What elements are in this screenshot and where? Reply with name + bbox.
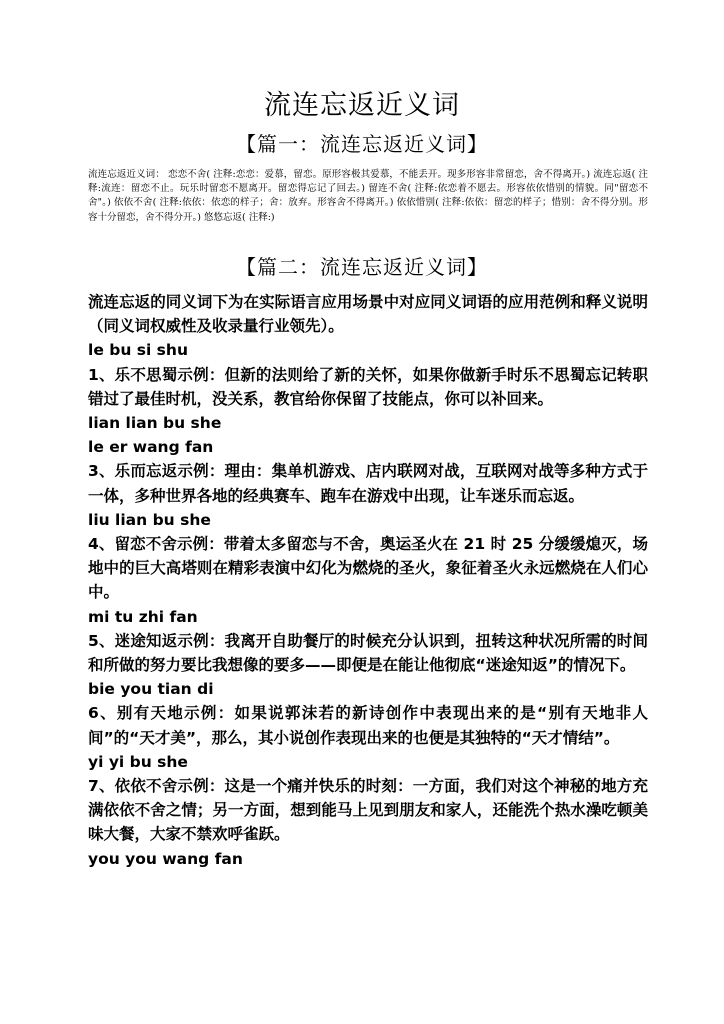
synonym-example: 6、别有天地示例：如果说郭沫若的新诗创作中表现出来的是“别有天地非人间”的“天才美”，那么，其小说创作表现出来的也便是其独特的“天才情结”。 (88, 704, 648, 747)
synonym-example: 1、乐不思蜀示例：但新的法则给了新的关怀，如果你做新手时乐不思蜀忘记转职错过了最佳时机，没关系，教官给你保留了技能点，你可以补回来。 (88, 365, 648, 408)
pinyin-line: le er wang fan (88, 438, 214, 457)
pinyin-line: le bu si shu (88, 341, 188, 360)
section-2-body (88, 290, 648, 871)
synonym-example: 3、乐而忘返示例：理由：集单机游戏、店内联网对战，互联网对战等多种方式于一体，多种世界各地的经典赛车、跑车在游戏中出现，让车迷乐而忘返。 (88, 462, 648, 505)
section-1-heading: 【篇一：流连忘返近义词】 (236, 132, 488, 156)
pinyin-line: mi tu zhi fan (88, 607, 198, 626)
pinyin-line: bie you tian di (88, 680, 214, 699)
section-1-paragraph: 流连忘返近义词： 恋恋不舍( 注释:恋恋：爱慕，留恋。原形容极其爱慕，不能丢开。现多形容非常留恋，舍不得离开。) 流连忘返( 注释:流连：留恋不止。玩乐时留恋不愿离开。留恋得忘记了回去。) 留连不舍( 注释:依恋着不愿去。形容依依惜别的情貌。同"留恋不舍"。) 依依不舍( 注释:依依：依恋的样子；舍：放弃。形容舍不得离开。) 依依惜别( 注释:依依：留恋的样子；惜别：舍不得分别。形容十分留恋，舍不得分开。) 悠悠忘返( 注释:) (88, 169, 648, 223)
synonym-list (88, 338, 648, 870)
intro-paragraph: 流连忘返的同义词下为在实际语言应用场景中对应同义词语的应用范例和释义说明（同义词权威性及收录量行业领先）。 (88, 293, 648, 336)
synonym-example: 7、依依不舍示例：这是一个痛并快乐的时刻：一方面，我们对这个神秘的地方充满依依不舍之情；另一方面，想到能马上见到朋友和家人，还能洗个热水澡吃顿美味大餐，大家不禁欢呼雀跃。 (88, 777, 648, 844)
pinyin-line: lian lian bu she (88, 414, 222, 433)
section-2-heading: 【篇二：流连忘返近义词】 (236, 255, 488, 279)
page-title: 流连忘返近义词 (264, 90, 460, 121)
synonym-example: 4、留恋不舍示例：带着太多留恋与不舍，奥运圣火在 21 时 25 分缓缓熄灭，场地中的巨大高塔则在精彩表演中幻化为燃烧的圣火，象征着圣火永远燃烧在人们心中。 (88, 535, 648, 602)
pinyin-line: liu lian bu she (88, 510, 211, 529)
pinyin-line: you you wang fan (88, 849, 243, 868)
synonym-example: 5、迷途知返示例：我离开自助餐厅的时候充分认识到，扭转这种状况所需的时间和所做的努力要比我想像的要多——即便是在能让他彻底“迷途知返”的情况下。 (88, 631, 648, 675)
pinyin-line: yi yi bu she (88, 752, 188, 771)
